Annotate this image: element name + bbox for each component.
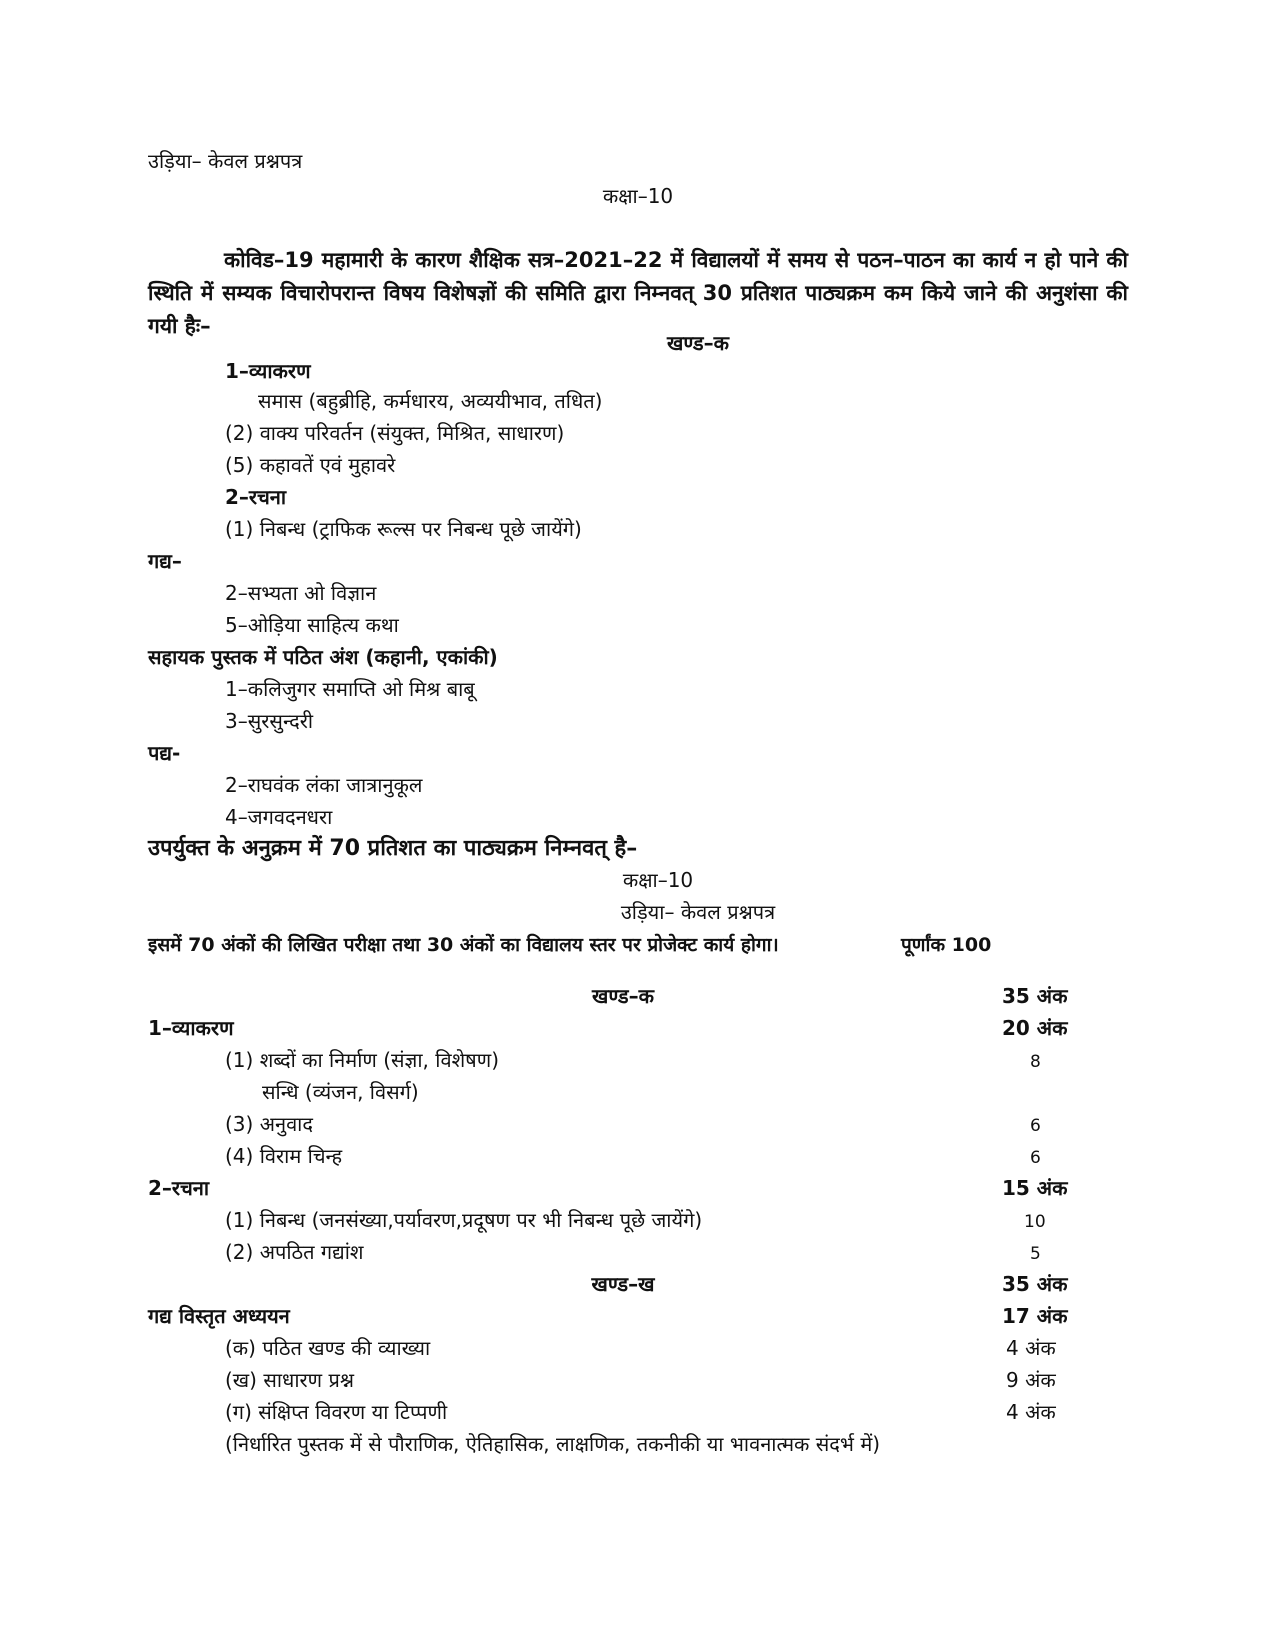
list-item: (ग) संक्षिप्त विवरण या टिप्पणी — [225, 1400, 448, 1424]
list-item: 2–सभ्यता ओ विज्ञान — [225, 581, 377, 605]
prose-marks: 17 अंक — [1002, 1304, 1068, 1328]
list-item: 2–राघवंक लंका जात्रानुकूल — [225, 773, 423, 797]
list-item: 3–सुरसुन्दरी — [225, 709, 314, 733]
composition-heading: 2–रचना — [148, 1176, 210, 1200]
prose-heading: गद्य विस्तृत अध्ययन — [148, 1304, 290, 1328]
item-marks: 6 — [1030, 1116, 1041, 1136]
item-marks: 5 — [1030, 1244, 1041, 1264]
remaining-class-title: कक्षा–10 — [622, 868, 694, 892]
section-a-marks: 35 अंक — [1002, 984, 1068, 1008]
list-item: 5–ओड़िया साहित्य कथा — [225, 613, 399, 637]
reduced-supp-heading: सहायक पुस्तक में पठित अंश (कहानी, एकांकी) — [148, 645, 498, 669]
class-title: कक्षा–10 — [602, 184, 674, 208]
item-marks: 8 — [1030, 1052, 1041, 1072]
list-item: (3) अनुवाद — [225, 1112, 313, 1136]
grammar-marks: 20 अंक — [1002, 1016, 1068, 1040]
remaining-heading: उपर्युक्त के अनुक्रम में 70 प्रतिशत का पाठ्यक्रम निम्नवत् है– — [148, 836, 638, 861]
list-item: सन्धि (व्यंजन, विसर्ग) — [262, 1080, 419, 1104]
footnote: (निर्धारित पुस्तक में से पौराणिक, ऐतिहासिक, लाक्षणिक, तकनीकी या भावनात्मक संदर्भ में) — [225, 1432, 881, 1456]
item-marks: 4 अंक — [1006, 1400, 1056, 1424]
reduced-composition-heading: 2–रचना — [225, 485, 287, 509]
list-item: (1) निबन्ध (जनसंख्या,पर्यावरण,प्रदूषण पर भी निबन्ध पूछे जायेंगे) — [225, 1208, 703, 1232]
section-b-marks: 35 अंक — [1002, 1272, 1068, 1296]
remaining-subject-title: उड़िया– केवल प्रश्नपत्र — [620, 900, 776, 924]
list-item: 4–जगवदनधरा — [225, 805, 333, 829]
list-item: (ख) साधारण प्रश्न — [225, 1368, 355, 1392]
intro-paragraph: कोविड–19 महामारी के कारण शैक्षिक सत्र–2021–22 में विद्यालयों में समय से पठन–पाठन का कार्य न हो पाने की स्थिति में सम्यक विचारोपरान्त विषय विशेषज्ञों की समिति द्वारा निम्नवत् 30 प्रतिशत पाठ्यक्रम कम किये जाने की अनुशंसा की गयी हैः– — [148, 248, 1128, 338]
item-marks: 10 — [1024, 1212, 1046, 1232]
reduced-prose-heading: गद्य– — [148, 549, 182, 573]
item-marks: 9 अंक — [1006, 1368, 1056, 1392]
item-marks: 4 अंक — [1006, 1336, 1056, 1360]
reduced-poetry-heading: पद्य- — [148, 741, 181, 765]
list-item: (1) शब्दों का निर्माण (संज्ञा, विशेषण) — [225, 1048, 499, 1072]
subject-title: उड़िया– केवल प्रश्नपत्र — [148, 149, 303, 173]
list-item: (4) विराम चिन्ह — [225, 1144, 343, 1168]
list-item: (क) पठित खण्ड की व्याख्या — [225, 1336, 431, 1360]
list-item: (5) कहावतें एवं मुहावरे — [225, 453, 396, 477]
reduced-grammar-heading: 1–व्याकरण — [225, 359, 311, 383]
list-item: (2) वाक्य परिवर्तन (संयुक्त, मिश्रित, साधारण) — [225, 421, 565, 445]
item-marks: 6 — [1030, 1148, 1041, 1168]
grammar-heading: 1–व्याकरण — [148, 1016, 234, 1040]
list-item: (1) निबन्ध (ट्राफिक रूल्स पर निबन्ध पूछे जायेंगे) — [225, 517, 582, 541]
section-a-title: खण्ड–क — [592, 984, 654, 1008]
composition-marks: 15 अंक — [1002, 1176, 1068, 1200]
total-marks: पूर्णांक 100 — [901, 934, 992, 956]
list-item: 1–कलिजुगर समाप्ति ओ मिश्र बाबू — [225, 677, 475, 701]
exam-note: इसमें 70 अंकों की लिखित परीक्षा तथा 30 अंकों का विद्यालय स्तर पर प्रोजेक्ट कार्य होगा। — [148, 934, 779, 956]
reduced-section-title: खण्ड–क — [667, 331, 729, 355]
list-item: समास (बहुब्रीहि, कर्मधारय, अव्ययीभाव, तधित) — [258, 389, 603, 413]
section-b-title: खण्ड–ख — [591, 1272, 655, 1296]
list-item: (2) अपठित गद्यांश — [225, 1240, 364, 1264]
